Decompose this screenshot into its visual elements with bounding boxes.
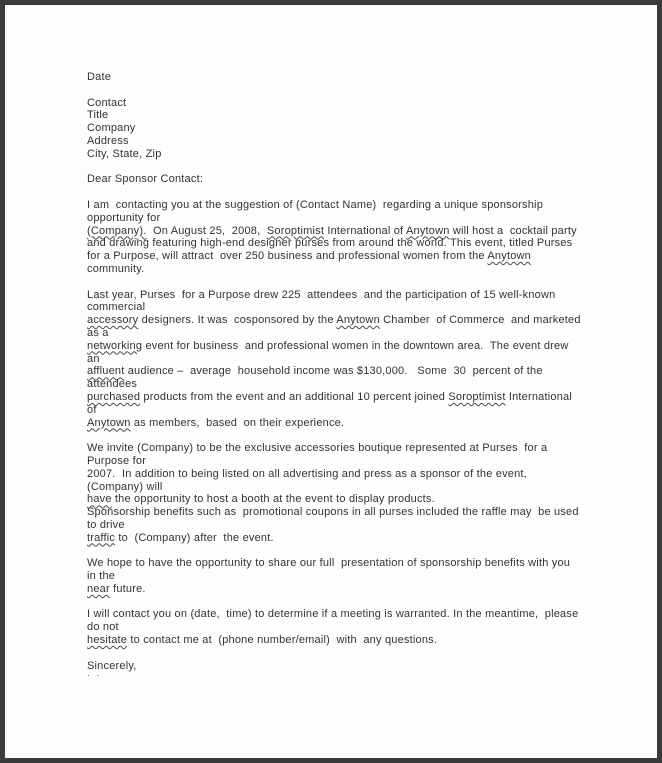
recipient-address: Address (87, 134, 129, 147)
letter-line (87, 621, 617, 634)
recipient-company: Company (87, 122, 136, 135)
letter-paragraph (87, 608, 617, 646)
spellcheck-underlined-text: Anytown (336, 314, 380, 327)
letter-document (5, 5, 657, 758)
letter-line (87, 327, 617, 340)
text-segment: I am contacting you at the suggestion of (Contact Name) regarding a unique sponsorship (87, 198, 544, 211)
letter-line (87, 634, 617, 647)
text-segment: 2007. In addition to being listed on all advertising and press as a sponsor of the event, (87, 467, 527, 480)
text-segment: opportunity for (87, 211, 161, 224)
signature-partial-marks: · · (87, 670, 102, 681)
spellcheck-underlined-text: Soroptimist (448, 390, 506, 403)
text-segment: Purpose for (87, 454, 147, 467)
text-segment: International of (324, 224, 406, 237)
spellcheck-underlined-text: Soroptimist (266, 224, 325, 237)
letter-line (87, 455, 617, 468)
text-segment: Chamber of Commerce and marketed (379, 314, 581, 327)
text-segment: an (87, 352, 100, 365)
spellcheck-underlined-text: affluent (87, 365, 125, 378)
spellcheck-underlined-text: have (87, 493, 112, 506)
letter-line (87, 468, 617, 481)
letter-line (87, 417, 617, 430)
letter-paragraph (87, 557, 617, 595)
spellcheck-underlined-text: traffic (87, 531, 116, 544)
recipient-title: Title (87, 109, 109, 122)
text-segment: in the (87, 570, 116, 583)
date-line: Date (87, 71, 112, 83)
text-segment: We hope to have the opportunity to share our full presentation of sponsorship benefits with you (87, 557, 571, 570)
letter-line (87, 570, 617, 583)
letter-paragraph (87, 442, 617, 544)
recipient-contact: Contact (87, 96, 127, 109)
letter-line (87, 289, 617, 302)
letter-line (87, 237, 617, 250)
letter-line (87, 519, 617, 532)
letter-line (87, 340, 617, 353)
closing-block (87, 660, 617, 679)
text-segment: commercial (87, 301, 146, 314)
text-segment: products from the event and an additional 10 percent joined (140, 390, 449, 403)
spellcheck-underlined-text: networking (87, 339, 143, 352)
letter-line (87, 301, 617, 314)
closing-sincerely: Sincerely, (87, 659, 137, 672)
letter-line (87, 263, 617, 276)
letter-line (87, 442, 617, 455)
text-segment: On August 25, 2008, (146, 224, 267, 237)
text-segment: community. (87, 262, 145, 275)
text-segment: Sponsorship benefits such as promotional coupons in all purses included the raffle may be used (87, 506, 579, 519)
text-segment: for a Purpose, will attract over 250 business and professional women from the (87, 250, 488, 263)
text-segment: will host a cocktail party (449, 224, 577, 237)
text-segment: Last year, Purses for a Purpose drew 225 attendees and the participation of 15 well-known (87, 288, 556, 301)
text-segment: the opportunity to host a booth at the event to display products. (111, 493, 435, 506)
spellcheck-underlined-text: purchased (87, 390, 141, 403)
text-segment: and drawing featuring high-end designer purses from around the world. This event, titled Purses (87, 237, 573, 250)
letter-line (87, 557, 617, 570)
spellcheck-underlined-text: near (87, 582, 110, 595)
text-segment: as members, based on their experience. (130, 416, 345, 429)
letter-paragraph (87, 199, 617, 276)
text-segment: event for business and professional women in the downtown area. The event drew (142, 339, 569, 352)
spellcheck-underlined-text: Anytown (87, 416, 131, 429)
text-segment: to drive (87, 518, 125, 531)
letter-line (87, 250, 617, 263)
text-segment: future. (109, 582, 146, 595)
letter-line (87, 378, 617, 391)
letter-line (87, 225, 617, 238)
salutation: Dear Sponsor Contact: (87, 173, 204, 186)
letter-line (87, 365, 617, 378)
letter-paragraphs (87, 199, 617, 647)
text-segment: as a (87, 326, 109, 339)
letter-line (87, 404, 617, 417)
spellcheck-underlined-text: (Company). (87, 224, 147, 237)
letter-line (87, 608, 617, 621)
text-segment: I will contact you on (date, time) to determine if a meeting is warranted. In the meantime, please (87, 608, 579, 621)
text-segment: do not (87, 621, 119, 634)
spellcheck-underlined-text: Anytown (487, 250, 531, 263)
letter-line (87, 212, 617, 225)
letter-line (87, 506, 617, 519)
text-segment: to (Company) after the event. (115, 531, 274, 544)
text-segment: (Company) will (87, 480, 163, 493)
letter-line (87, 583, 617, 596)
text-segment: audience – average household income was $130,000. Some 30 percent of the (124, 365, 543, 378)
text-segment: attendees (87, 378, 138, 391)
recipient-city-state-zip: City, State, Zip (87, 147, 162, 160)
letter-line (87, 391, 617, 404)
text-segment: International (505, 390, 572, 403)
spellcheck-underlined-text: hesitate (87, 634, 128, 647)
text-segment: We invite (Company) to be the exclusive accessories boutique represented at Purses for a (87, 442, 548, 455)
spellcheck-underlined-text: Anytown (405, 224, 450, 237)
letter-line (87, 199, 617, 212)
text-segment: of (87, 403, 97, 416)
letter-line (87, 481, 617, 494)
letter-paragraph (87, 289, 617, 430)
spellcheck-underlined-text: accessory (87, 314, 139, 327)
letter-line (87, 493, 617, 506)
text-segment: designers. It was cosponsored by the (138, 314, 337, 327)
letter-line (87, 314, 617, 327)
letter-line (87, 532, 617, 545)
letter-line (87, 353, 617, 366)
text-segment: to contact me at (phone number/email) with any questions. (127, 634, 438, 647)
recipient-block (87, 97, 617, 161)
